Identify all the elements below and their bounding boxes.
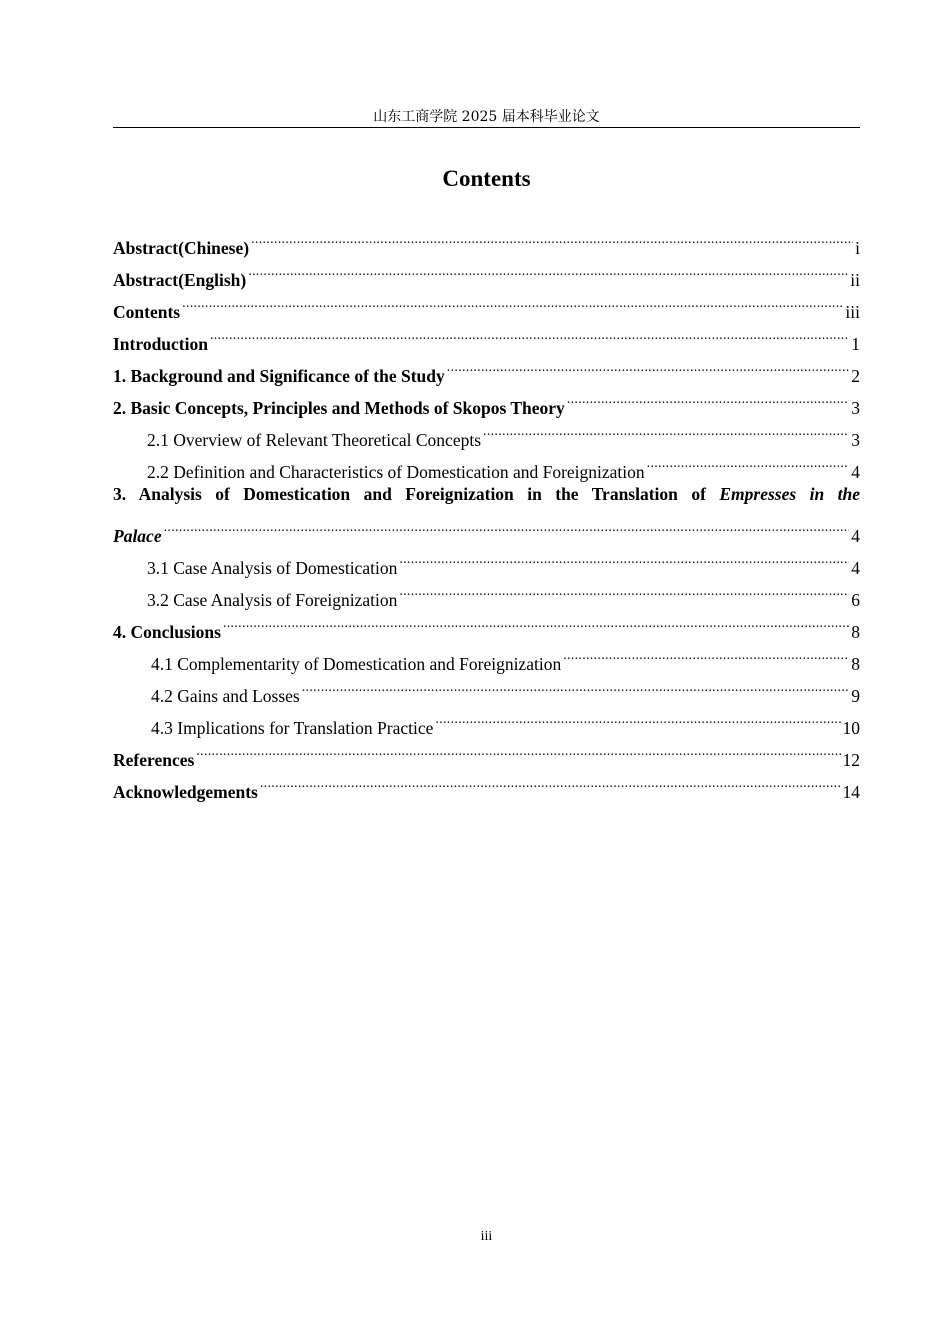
toc-entry-label: 3. Analysis of Domestication and Foreignization in the Translation of xyxy=(113,484,720,504)
toc-entry-section-3-1[interactable] xyxy=(113,542,860,578)
table-of-contents xyxy=(113,222,860,802)
toc-dot-leader xyxy=(399,542,849,574)
toc-entry-label: 4. Conclusions xyxy=(113,622,221,642)
toc-dot-leader xyxy=(196,734,840,766)
toc-entry-references[interactable] xyxy=(113,734,860,770)
toc-dot-leader xyxy=(223,606,849,638)
toc-entry-label: 3.2 Case Analysis of Foreignization xyxy=(147,590,398,610)
toc-dot-leader xyxy=(447,350,849,382)
toc-dot-leader xyxy=(182,286,843,318)
toc-entry-page: 6 xyxy=(851,590,860,610)
toc-title: Contents xyxy=(442,166,531,191)
toc-entry-abstract-chinese[interactable] xyxy=(113,222,860,258)
toc-entry-label: Introduction xyxy=(113,334,208,354)
toc-dot-leader xyxy=(399,574,849,606)
toc-dot-leader xyxy=(483,414,849,446)
toc-entry-label: 4.2 Gains and Losses xyxy=(151,686,300,706)
toc-entry-page: 10 xyxy=(842,718,860,738)
toc-entry-acknowledgements[interactable] xyxy=(113,766,860,802)
toc-entry-introduction[interactable] xyxy=(113,318,860,354)
toc-entry-page: 8 xyxy=(851,622,860,642)
toc-entry-label: Abstract(English) xyxy=(113,270,247,290)
toc-dot-leader xyxy=(567,382,849,414)
toc-entry-chapter-4[interactable] xyxy=(113,606,860,642)
page-number: iii xyxy=(480,1229,493,1244)
toc-entry-label: Abstract(Chinese) xyxy=(113,238,250,258)
toc-dot-leader xyxy=(563,638,849,670)
toc-entry-label: 4.1 Complementarity of Domestication and Foreignization xyxy=(151,654,562,674)
toc-entry-label: 2.1 Overview of Relevant Theoretical Concepts xyxy=(147,430,482,450)
toc-entry-page: 3 xyxy=(851,398,860,418)
toc-entry-label: 1. Background and Significance of the Study xyxy=(113,366,445,386)
toc-entry-label-italic: Empresses in the xyxy=(719,484,860,504)
toc-entry-label: Contents xyxy=(113,302,181,322)
toc-entry-page: ii xyxy=(850,270,860,290)
running-header: 山东工商学院 2025 届本科毕业论文 xyxy=(373,109,600,125)
toc-entry-label: 2. Basic Concepts, Principles and Methods of Skopos Theory xyxy=(113,398,565,418)
toc-entry-chapter-3[interactable] xyxy=(113,478,860,546)
toc-entry-label-line-2 xyxy=(113,510,860,546)
toc-entry-page: 9 xyxy=(851,686,860,706)
toc-entry-label: 4.3 Implications for Translation Practice xyxy=(151,718,434,738)
toc-entry-page: 4 xyxy=(851,462,860,482)
toc-entry-page: 4 xyxy=(851,526,860,546)
toc-dot-leader xyxy=(302,670,850,702)
toc-dot-leader xyxy=(248,254,848,286)
toc-dot-leader xyxy=(647,446,850,478)
toc-entry-label: References xyxy=(113,750,195,770)
toc-dot-leader xyxy=(210,318,849,350)
toc-dot-leader xyxy=(164,510,850,542)
toc-entry-page: 2 xyxy=(851,366,860,386)
toc-entry-label-line-1 xyxy=(113,478,860,510)
toc-entry-page: 14 xyxy=(842,782,860,802)
toc-dot-leader xyxy=(435,702,840,734)
toc-entry-page: 8 xyxy=(851,654,860,674)
toc-entry-label: 3.1 Case Analysis of Domestication xyxy=(147,558,398,578)
toc-entry-page: i xyxy=(855,238,860,258)
toc-dot-leader xyxy=(251,222,853,254)
toc-entry-page: 3 xyxy=(851,430,860,450)
toc-entry-chapter-1[interactable] xyxy=(113,350,860,386)
toc-entry-label: 2.2 Definition and Characteristics of Domestication and Foreignization xyxy=(147,462,645,482)
header-rule xyxy=(113,127,860,128)
toc-entry-page: 1 xyxy=(851,334,860,354)
toc-entry-page: 12 xyxy=(842,750,860,770)
toc-entry-label-italic: Palace xyxy=(113,526,162,546)
toc-entry-page: 4 xyxy=(851,558,860,578)
toc-entry-label: Acknowledgements xyxy=(113,782,258,802)
toc-entry-page: iii xyxy=(845,302,860,322)
toc-entry-section-4-1[interactable] xyxy=(113,638,860,674)
toc-dot-leader xyxy=(260,766,841,798)
toc-entry-contents[interactable] xyxy=(113,286,860,322)
